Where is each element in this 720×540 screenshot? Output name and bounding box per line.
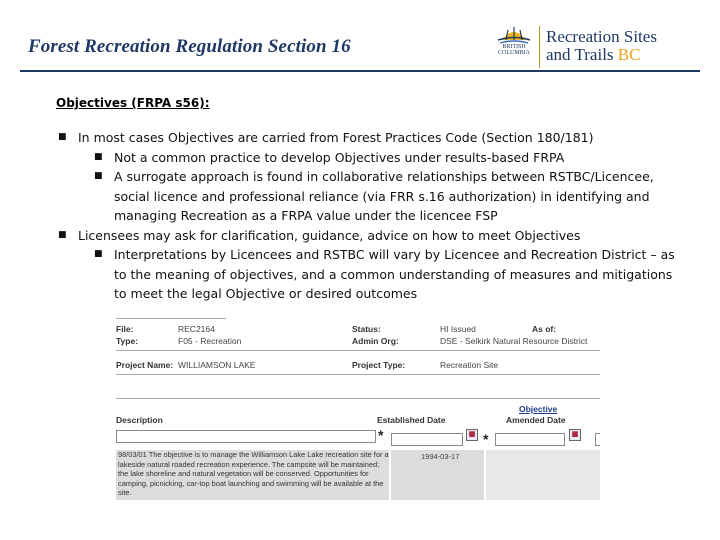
logo-line2-accent: BC <box>617 45 641 64</box>
section-rule <box>116 398 600 399</box>
sub-bullet-text: Not a common practice to develop Objectives under results-based FRPA <box>114 149 565 165</box>
logo-line2-main: and Trails <box>546 45 614 64</box>
bullet-text: Licensees may ask for clarification, guidance, advice on how to meet Objectives <box>78 227 581 243</box>
bullet-marker-icon: ■ <box>94 171 103 181</box>
section-rule <box>116 350 600 351</box>
status-label: Status: <box>352 324 381 334</box>
bullet-marker-icon: ■ <box>94 249 103 259</box>
sub-bullet-item <box>56 148 686 168</box>
bullet-marker-icon: ■ <box>58 132 67 142</box>
sub-bullet-text: Interpretations by Licencees and RSTBC will vary by Licencee and Recreation District – as to the meaning of objectives, and a common understanding of measures and mitigations to meet the legal Objective or desired outcomes <box>114 247 675 301</box>
slide-title: Forest Recreation Regulation Section 16 <box>28 36 351 57</box>
status-value: HI Issued <box>440 324 476 334</box>
type-value: F05 - Recreation <box>178 336 242 346</box>
bullet-list <box>56 128 686 304</box>
column-objective: Objective <box>519 404 558 414</box>
required-mark: * <box>483 431 489 447</box>
amended-date-cell <box>486 450 600 500</box>
bullet-text: In most cases Objectives are carried from Forest Practices Code (Section 180/181) <box>78 130 594 145</box>
bullet-marker-icon: ■ <box>58 229 67 240</box>
sub-bullet-item <box>56 167 686 226</box>
project-type-value: Recreation Site <box>440 360 499 370</box>
sub-bullet-text: A surrogate approach is found in collaborative relationships between RSTBC/Licencee, social licence and professional reliance (via FRR s.16 authorization) in identifying and managing Recreation as a FRPA value under the licencee FSP <box>114 169 654 223</box>
next-column-input[interactable] <box>595 433 600 446</box>
logo-line1: Recreation Sites <box>546 27 657 46</box>
file-label: File: <box>116 324 134 334</box>
objectives-heading: Objectives (FRPA s56): <box>56 96 210 110</box>
objective-description: 98/03/01 The objective is to manage the Williamson Lake Lake recreation site for a lakeside natural roaded recreation experience. The campsite will be maintained; the lake shoreline and natural vegetation will be conserved. Opportunities for camping, picnicking, car-top boat launching and swimming will be available at the site. <box>118 450 389 498</box>
project-name-label: Project Name: <box>116 360 174 370</box>
column-description: Description <box>116 415 163 425</box>
admin-org-value: DSE - Selkirk Natural Resource District <box>440 336 588 346</box>
type-label: Type: <box>116 336 139 346</box>
bc-crest-icon <box>494 22 534 44</box>
file-value: REC2164 <box>178 324 215 334</box>
bullet-item <box>56 226 686 246</box>
project-type-label: Project Type: <box>352 360 406 370</box>
column-established-date: Established Date <box>377 415 446 425</box>
amended-date-input[interactable] <box>495 433 565 446</box>
established-date-input[interactable] <box>391 433 463 446</box>
as-of-label: As of: <box>532 324 557 334</box>
top-rule <box>116 318 226 319</box>
column-amended-date: Amended Date <box>506 415 566 425</box>
logo-line2 <box>546 45 640 65</box>
bullet-marker-icon: ■ <box>94 151 103 162</box>
calendar-icon[interactable]: ▦ <box>466 429 478 441</box>
bullet-item <box>56 128 686 148</box>
description-filter-input[interactable] <box>116 430 376 443</box>
embedded-form-screenshot <box>114 314 600 500</box>
established-date-value: 1994-03-17 <box>421 452 460 461</box>
sub-bullet-item <box>56 245 686 304</box>
logo-divider <box>539 26 540 68</box>
project-name-value: WILLIAMSON LAKE <box>178 360 256 370</box>
rec-sites-trails-bc-logo <box>494 22 702 72</box>
required-mark: * <box>378 427 384 443</box>
section-rule <box>116 374 600 375</box>
bc-wordmark: BRITISH COLUMBIA <box>497 44 530 56</box>
admin-org-label: Admin Org: <box>352 336 399 346</box>
calendar-icon[interactable]: ▦ <box>569 429 581 441</box>
